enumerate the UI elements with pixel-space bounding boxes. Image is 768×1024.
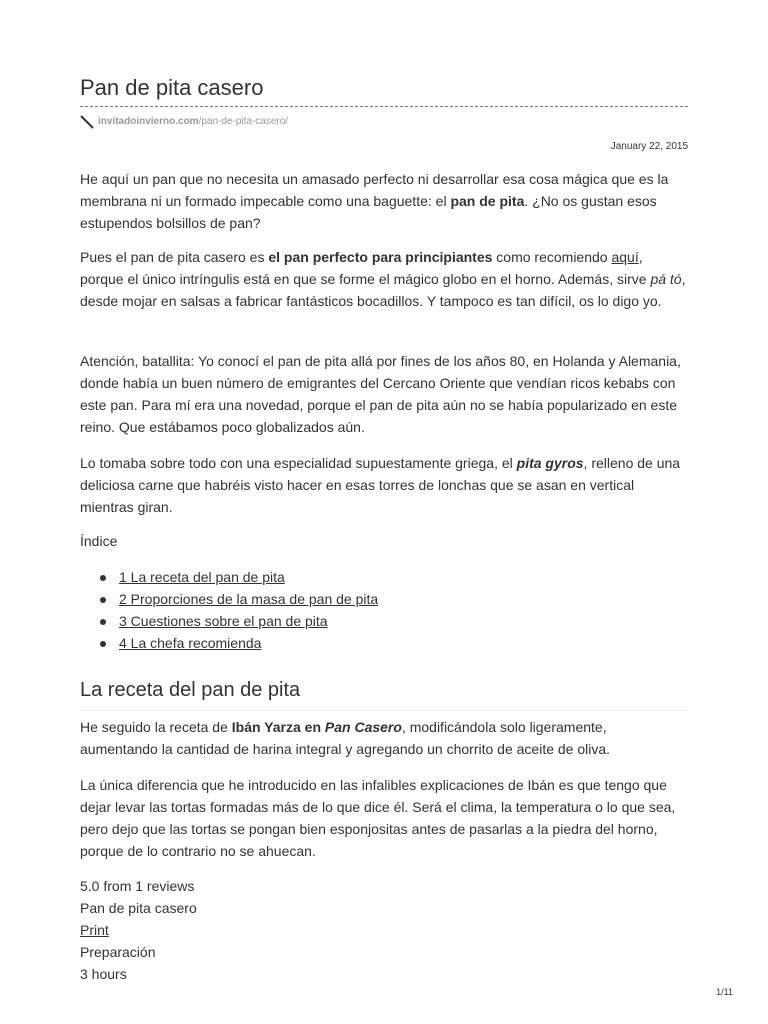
source-url[interactable] (80, 115, 288, 129)
source-domain: invitadoinvierno.com (98, 116, 199, 127)
paragraph-receta: He seguido la receta de Ibán Yarza en Pan Casero, modificándola solo ligeramente, aumentando la cantidad de harina integral y agregando un chorrito de aceite de oliva. (80, 719, 611, 757)
recipe-prep-label: Preparación (80, 944, 156, 960)
toc-item (100, 566, 378, 588)
post-date: January 22, 2015 (610, 141, 688, 152)
page-number: 1/11 (716, 987, 733, 997)
toc-link-proporciones[interactable]: 2 Proporciones de la masa de pan de pita (119, 591, 379, 607)
toc-item (100, 588, 378, 610)
page-title: Pan de pita casero (80, 75, 264, 100)
section-divider (80, 710, 688, 711)
paragraph-intro: He aquí un pan que no necesita un amasado perfecto ni desarrollar esa cosa mágica que es la membrana ni un formado impecable como una baguette: el pan de pita. ¿No os gustan esos estupendos bolsillos de pan? (80, 171, 669, 231)
recipe-rating: 5.0 from 1 reviews (80, 878, 195, 894)
aqui-link[interactable]: aquí (611, 249, 639, 265)
title-divider (80, 106, 688, 107)
table-of-contents (100, 566, 378, 654)
toc-link-chefa[interactable]: 4 La chefa recomienda (119, 635, 262, 651)
toc-label: Índice (80, 533, 118, 549)
toc-item (100, 610, 378, 632)
toc-item (100, 632, 378, 654)
source-path: /pan-de-pita-casero/ (198, 116, 289, 127)
toc-link-receta[interactable]: 1 La receta del pan de pita (119, 569, 285, 585)
paragraph-pita-gyros: Lo tomaba sobre todo con una especialidad supuestamente griega, el pita gyros, relleno de una deliciosa carne que habréis visto hacer en esas torres de lonchas que se asan en vertical mientras giran. (80, 455, 681, 515)
recipe-name: Pan de pita casero (80, 900, 197, 916)
paragraph-batallita: Atención, batallita: Yo conocí el pan de pita allá por fines de los años 80, en Holanda y Alemania, donde había un buen número de emigrantes del Cercano Oriente que vendían ricos kebabs con este pan. Para mí era una novedad, porque el pan de pita aún no se había popularizado en este reino. Que estábamos poco globalizados aún. (80, 353, 681, 435)
pen-icon (80, 115, 94, 129)
paragraph-diferencia: La única diferencia que he introducido en las infalibles explicaciones de Ibán es que tengo que dejar levar las tortas formadas más de lo que dice él. Será el clima, la temperatura o lo que sea, pero dejo que las tortas se pongan bien esponjositas antes de pasarlas a la piedra del horno, porque de lo contrario no se ahuecan. (80, 777, 676, 859)
recipe-card (80, 875, 197, 985)
print-link[interactable]: Print (80, 922, 109, 938)
section-title-receta: La receta del pan de pita (80, 679, 301, 701)
paragraph-principiantes: Pues el pan de pita casero es el pan perfecto para principiantes como recomiendo aquí, porque el único intríngulis está en que se forme el mágico globo en el horno. Además, sirve pá tó, desde mojar en salsas a fabricar fantásticos bocadillos. Y tampoco es tan difícil, os lo digo yo. (80, 249, 686, 309)
recipe-prep-time: 3 hours (80, 966, 127, 982)
toc-link-cuestiones[interactable]: 3 Cuestiones sobre el pan de pita (119, 613, 328, 629)
